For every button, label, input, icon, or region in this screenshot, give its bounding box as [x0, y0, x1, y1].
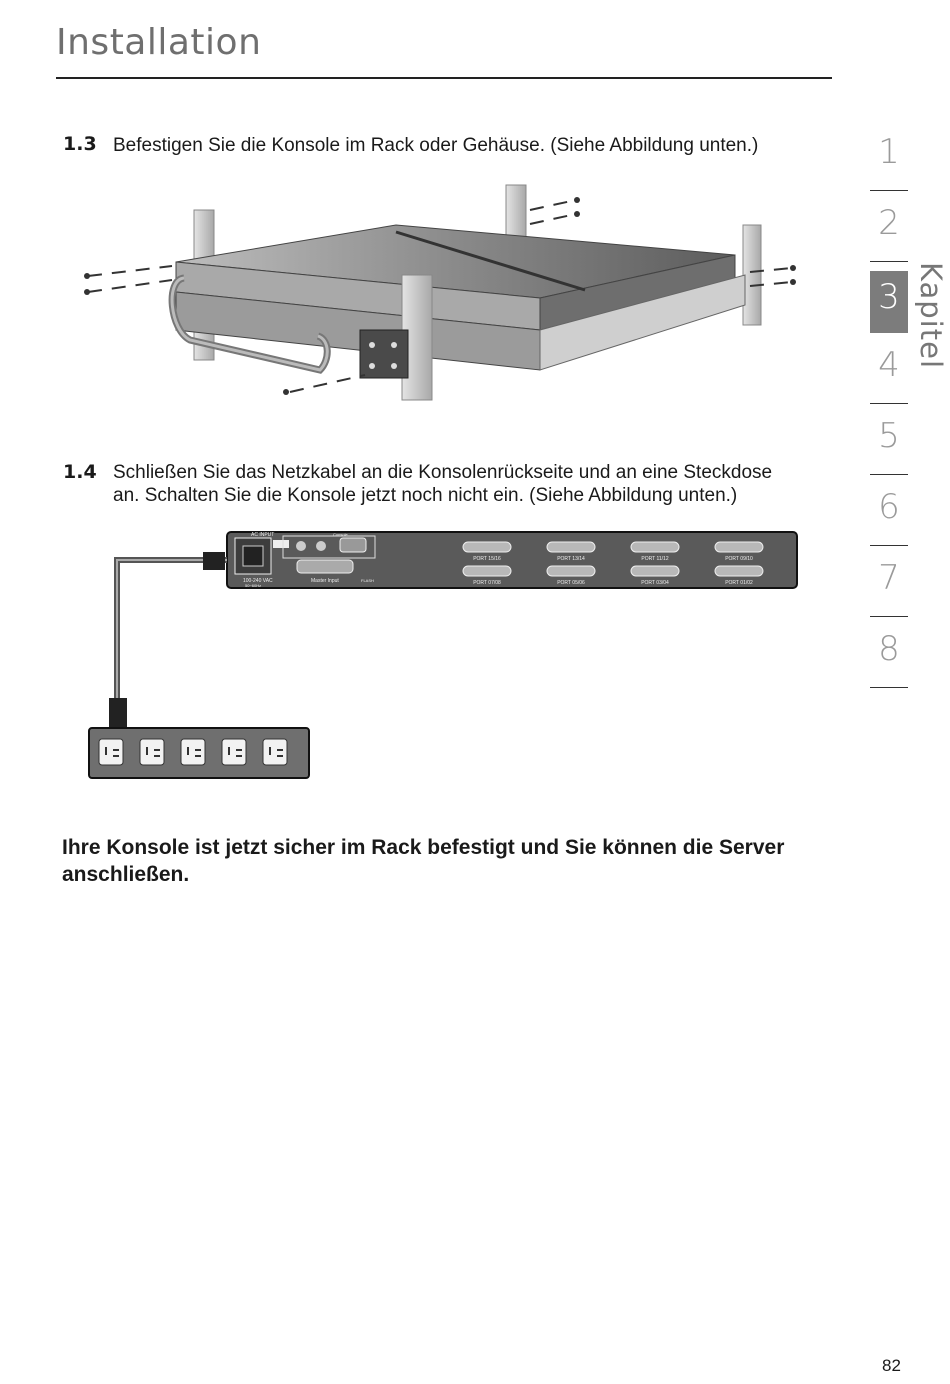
- page-header-title: Installation: [56, 22, 262, 63]
- outlet-slot: [187, 747, 189, 755]
- port-label: PORT 15/16: [473, 556, 501, 562]
- outlet-slot: [146, 747, 148, 755]
- outlet-slot: [269, 747, 271, 755]
- chapter-tab-3[interactable]: 3: [870, 271, 908, 333]
- outlet-slot: [277, 755, 283, 757]
- power-outlet: [181, 739, 205, 765]
- chapter-tab-8[interactable]: 8: [870, 617, 908, 688]
- chapter-navigation: [870, 120, 908, 688]
- ac-input-label: AC INPUT: [251, 532, 275, 538]
- port-label: PORT 09/10: [725, 556, 753, 562]
- chapter-label: Kapitel: [914, 262, 948, 370]
- outlet-slot: [113, 749, 119, 751]
- outlet-slot: [113, 755, 119, 757]
- power-connection-illustration: [85, 528, 805, 784]
- chapter-tab-5[interactable]: 5: [870, 404, 908, 475]
- step-1-3-text: Befestigen Sie die Konsole im Rack oder Gehäuse. (Siehe Abbildung unten.): [113, 135, 759, 156]
- header-rule: [56, 77, 832, 79]
- chapter-tab-2[interactable]: 2: [870, 191, 908, 262]
- port-label: PORT 01/02: [725, 580, 753, 586]
- outlet-slot: [228, 747, 230, 755]
- step-1-4-number: 1.4: [63, 461, 97, 483]
- power-outlet: [140, 739, 164, 765]
- chapter-tab-6[interactable]: 6: [870, 475, 908, 546]
- step-1-4-text-line-2: an. Schalten Sie die Konsole jetzt noch nicht ein. (Siehe Abbildung unten.): [113, 485, 738, 506]
- outlet-slot: [195, 755, 201, 757]
- summary-text: Ihre Konsole ist jetzt sicher im Rack befestigt und Sie können die Server anschließen.: [62, 836, 785, 886]
- power-outlet: [222, 739, 246, 765]
- chapter-tab-7[interactable]: 7: [870, 546, 908, 617]
- port-label: PORT 03/04: [641, 580, 669, 586]
- power-outlet: [263, 739, 287, 765]
- step-1-3-number: 1.3: [63, 133, 97, 155]
- outlet-slot: [154, 755, 160, 757]
- port-label: PORT 13/14: [557, 556, 585, 562]
- master-input-label: Master Input: [311, 578, 339, 584]
- step-1-4-text-line-1: Schließen Sie das Netzkabel an die Konsolenrückseite und an eine Steckdose: [113, 462, 773, 483]
- console-label: Console: [333, 532, 348, 537]
- port-label: PORT 05/06: [557, 580, 585, 586]
- outlet-slot: [195, 749, 201, 751]
- voltage-label: 100-240 VAC: [243, 578, 273, 584]
- outlet-slot: [236, 749, 242, 751]
- outlet-slot: [105, 747, 107, 755]
- frequency-label: 50~60Hz: [245, 583, 262, 588]
- power-outlet: [99, 739, 123, 765]
- port-label: PORT 11/12: [641, 556, 669, 562]
- flash-label: FLASH: [361, 578, 374, 583]
- outlet-slot: [277, 749, 283, 751]
- chapter-tab-4[interactable]: 4: [870, 333, 908, 404]
- rack-mount-illustration: [80, 180, 800, 420]
- page-number: 82: [882, 1356, 901, 1375]
- outlet-slot: [154, 749, 160, 751]
- port-label: PORT 07/08: [473, 580, 501, 586]
- chapter-tab-1[interactable]: 1: [870, 120, 908, 191]
- outlet-slot: [236, 755, 242, 757]
